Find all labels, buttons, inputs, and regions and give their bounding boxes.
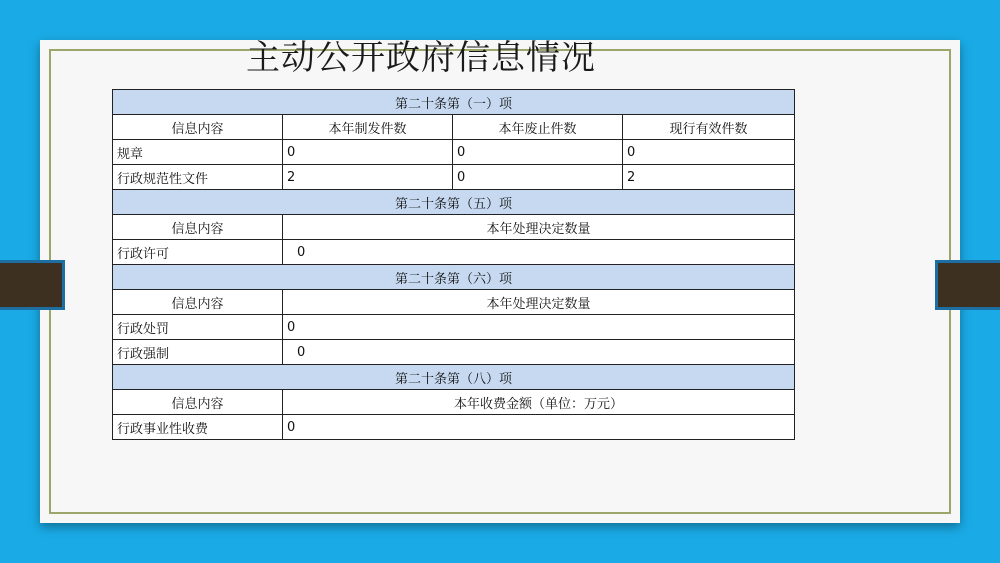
row-label: 行政强制: [113, 340, 283, 365]
section-header: 第二十条第（八）项: [113, 365, 795, 390]
column-header: 本年处理决定数量: [283, 290, 795, 315]
left-side-tab: [0, 260, 65, 310]
page-title: 主动公开政府信息情况: [246, 38, 596, 78]
column-header: 本年废止件数: [453, 115, 623, 140]
cell-value: 0: [283, 240, 795, 265]
cell-value: 0: [283, 415, 795, 440]
table-row: [113, 415, 795, 440]
column-header: 信息内容: [113, 290, 283, 315]
column-header-row: [113, 390, 795, 415]
table-row: [113, 240, 795, 265]
column-header: 现行有效件数: [623, 115, 795, 140]
column-header: 信息内容: [113, 215, 283, 240]
column-header-row: [113, 115, 795, 140]
cell-value: 0: [453, 140, 623, 165]
table-row: [113, 165, 795, 190]
section-header-row: [113, 190, 795, 215]
cell-value: 0: [283, 340, 795, 365]
section-header-row: [113, 90, 795, 115]
table-row: [113, 315, 795, 340]
column-header-row: [113, 215, 795, 240]
column-header: 信息内容: [113, 115, 283, 140]
cell-value: 0: [283, 315, 795, 340]
cell-value: 0: [283, 140, 453, 165]
row-label: 行政许可: [113, 240, 283, 265]
disclosure-table: [112, 89, 795, 440]
section-header-row: [113, 365, 795, 390]
row-label: 行政规范性文件: [113, 165, 283, 190]
row-label: 行政处罚: [113, 315, 283, 340]
section-header: 第二十条第（六）项: [113, 265, 795, 290]
table-row: [113, 140, 795, 165]
column-header: 本年收费金额（单位：万元）: [283, 390, 795, 415]
column-header: 信息内容: [113, 390, 283, 415]
row-label: 行政事业性收费: [113, 415, 283, 440]
column-header: 本年处理决定数量: [283, 215, 795, 240]
right-side-tab: [935, 260, 1000, 310]
column-header: 本年制发件数: [283, 115, 453, 140]
cell-value: 2: [623, 165, 795, 190]
cell-value: 0: [623, 140, 795, 165]
column-header-row: [113, 290, 795, 315]
section-header: 第二十条第（一）项: [113, 90, 795, 115]
row-label: 规章: [113, 140, 283, 165]
table-row: [113, 340, 795, 365]
section-header-row: [113, 265, 795, 290]
section-header: 第二十条第（五）项: [113, 190, 795, 215]
cell-value: 0: [453, 165, 623, 190]
cell-value: 2: [283, 165, 453, 190]
